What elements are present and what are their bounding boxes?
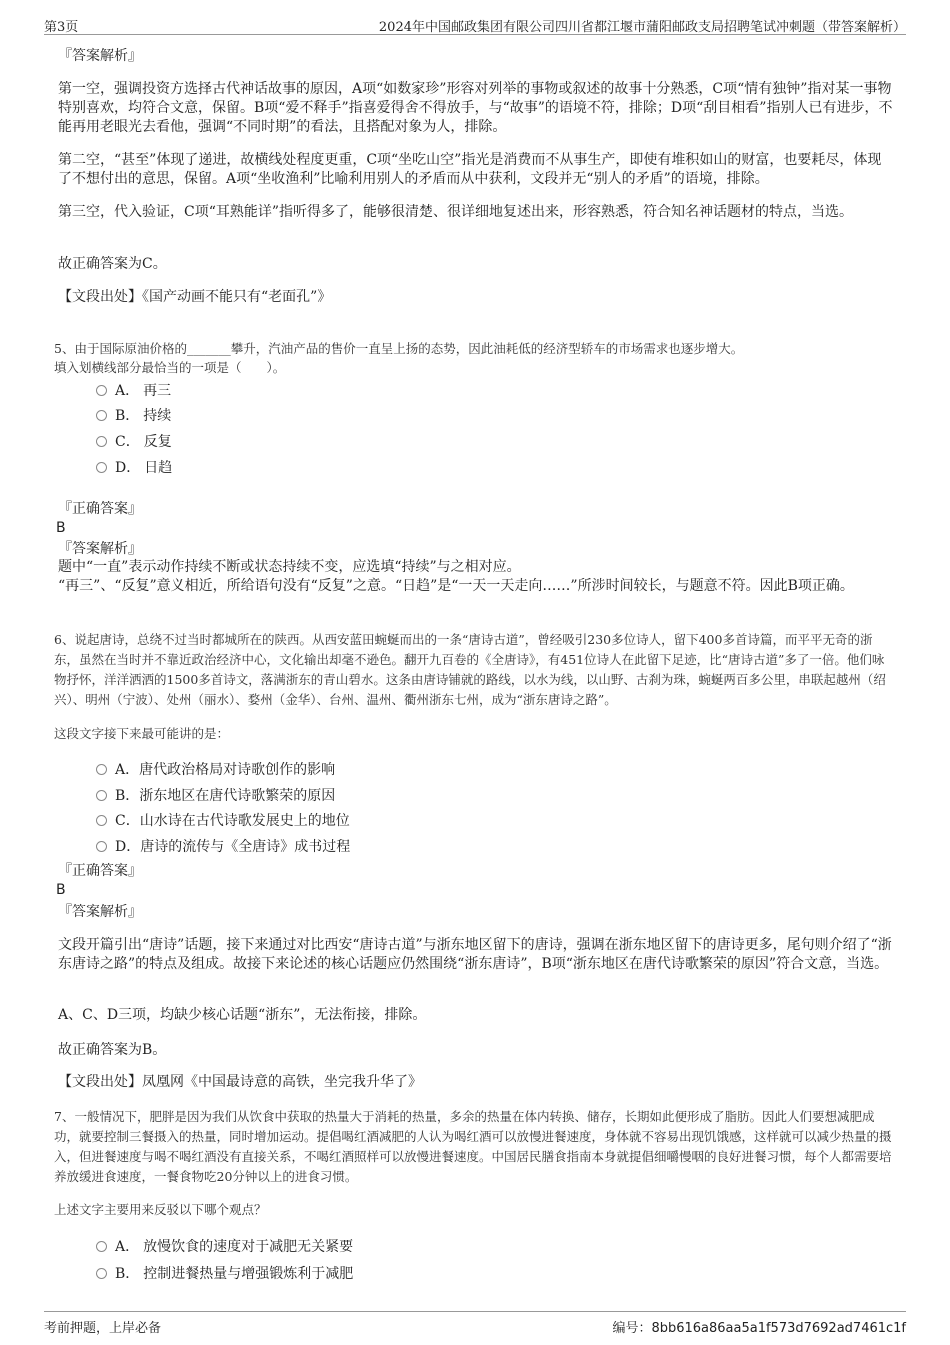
option-letter: D． [115, 839, 141, 855]
option-text: 日趋 [144, 460, 173, 476]
page-header [44, 14, 906, 35]
q6-option-a[interactable] [96, 760, 335, 780]
q4-analysis-p1: 第一空，强调投资方选择古代神话故事的原因，A项“如数家珍”形容对列举的事物或叙述的故事十分熟悉，C项“情有独钟”指对某一事物特别喜欢，均符合文意，保留。B项“爱不释手”指喜爱得舍不得放手，与“故事”的语境不符，排除；D项“刮目相看”指别人已有进步，不能再用老眼光去看他，强调“不同时期”的看法，且搭配对象为人，排除。 [58, 81, 893, 135]
q4-analysis-label: 『答案解析』 [58, 48, 142, 64]
q6-option-c[interactable] [96, 811, 350, 831]
q4-conclusion: 故正确答案为C。 [58, 256, 167, 272]
q6-analysis-p1: 文段开篇引出“唐诗”话题，接下来通过对比西安“唐诗古道”与浙东地区留下的唐诗，强调在浙东地区留下的唐诗更多，尾句则介绍了“浙东唐诗之路”的特点及组成。故接下来论述的核心话题应仍然围绕“浙东唐诗”，B项“浙东地区在唐代诗歌繁荣的原因”符合文意，当选。 [58, 937, 892, 972]
q7-stem: 7、一般情况下，肥胖是因为我们从饮食中获取的热量大于消耗的热量，多余的热量在体内转换、储存，长期如此便形成了脂肪。因此人们要想减肥成功，就要控制三餐摄入的热量，同时增加运动。提倡喝红酒减肥的人认为喝红酒可以放慢进餐速度，身体就不容易出现饥饿感，这样就可以减少热量的摄入，但进餐速度与喝不喝红酒没有直接关系，不喝红酒照样可以放慢进餐速度。中国居民膳食指南本身就提倡细嚼慢咽的良好进餐习惯，每个人都需要培养放缓进食速度，一餐食物吃20分钟以上的进食习惯。 [54, 1109, 892, 1184]
q5-option-d[interactable] [96, 458, 172, 478]
q5-stem: 5、由于国际原油价格的_______攀升，汽油产品的售价一直呈上扬的态势，因此油耗低的经济型轿车的市场需求也逐步增大。 [54, 341, 744, 356]
q5-option-b[interactable] [96, 406, 171, 426]
radio-icon[interactable] [96, 764, 107, 775]
option-letter: C． [115, 813, 140, 829]
option-letter: C． [115, 434, 140, 450]
q6-answer: B [56, 882, 66, 898]
radio-icon[interactable] [96, 790, 107, 801]
q5-prompt: 填入划横线部分最恰当的一项是（ ）。 [54, 360, 286, 375]
option-text: 唐代政治格局对诗歌创作的影响 [139, 762, 336, 778]
radio-icon[interactable] [96, 1268, 107, 1279]
option-text: 放慢饮食的速度对于减肥无关紧要 [143, 1239, 354, 1255]
option-letter: D． [115, 460, 141, 476]
page-footer [44, 1311, 906, 1336]
footer-slogan: 考前押题，上岸必备 [44, 1321, 162, 1336]
option-text: 再三 [143, 383, 172, 399]
option-letter: B． [115, 1266, 140, 1282]
q6-stem: 6、说起唐诗，总绕不过当时都城所在的陕西。从西安蓝田蜿蜒而出的一条“唐诗古道”，曾经吸引230多位诗人，留下400多首诗篇，而平平无奇的浙东，虽然在当时并不靠近政治经济中心，文化输出却毫不逊色。翻开九百卷的《全唐诗》，有451位诗人在此留下足迹，比“唐诗古道”多了一倍。他们咏物抒怀，洋洋洒洒的1500多首诗文，落满浙东的青山碧水。这条由唐诗铺就的路线，以水为线，以山野、古刹为珠，蜿蜒两百多公里，串联起越州（绍兴）、明州（宁波）、处州（丽水）、婺州（金华）、台州、温州、衢州浙东七州，成为“浙东唐诗之路”。 [54, 632, 886, 707]
radio-icon[interactable] [96, 385, 107, 396]
option-letter: A． [115, 762, 140, 778]
q6-answer-label: 『正确答案』 [58, 863, 142, 879]
page-number: 第3页 [44, 20, 79, 35]
q6-option-d[interactable] [96, 837, 350, 857]
q4-analysis-p2: 第二空，“甚至”体现了递进，故横线处程度更重，C项“坐吃山空”指光是消费而不从事生产，即使有堆积如山的财富，也要耗尽，体现了不想付出的意思，保留。A项“坐收渔利”比喻利用别人的矛盾而从中获利，文段并无“别人的矛盾”的语境，排除。 [58, 152, 882, 187]
q4-analysis-p3: 第三空，代入验证，C项“耳熟能详”指听得多了，能够很清楚、很详细地复述出来，形容熟悉，符合知名神话题材的特点，当选。 [58, 204, 854, 220]
option-text: 控制进餐热量与增强锻炼利于减肥 [143, 1266, 354, 1282]
q6-prompt: 这段文字接下来最可能讲的是： [54, 726, 230, 741]
q6-conclusion: 故正确答案为B。 [58, 1042, 167, 1058]
q7-prompt: 上述文字主要用来反驳以下哪个观点？ [54, 1202, 267, 1217]
radio-icon[interactable] [96, 815, 107, 826]
q4-source: 【文段出处】《国产动画不能只有“老面孔”》 [58, 289, 332, 305]
option-letter: B． [115, 408, 140, 424]
q5-answer: B [56, 520, 66, 536]
radio-icon[interactable] [96, 1241, 107, 1252]
q6-analysis-p2: A、C、D三项，均缺少核心话题“浙东”，无法衔接，排除。 [58, 1007, 427, 1023]
q6-source: 【文段出处】凤凰网《中国最诗意的高铁，坐完我升华了》 [58, 1074, 422, 1090]
document-title: 2024年中国邮政集团有限公司四川省都江堰市蒲阳邮政支局招聘笔试冲刺题（带答案解析） [378, 20, 906, 35]
radio-icon[interactable] [96, 436, 107, 447]
option-text: 山水诗在古代诗歌发展史上的地位 [139, 813, 350, 829]
q7-option-a[interactable] [96, 1237, 353, 1257]
option-text: 反复 [143, 434, 172, 450]
option-text: 持续 [143, 408, 172, 424]
option-text: 唐诗的流传与《全唐诗》成书过程 [140, 839, 351, 855]
radio-icon[interactable] [96, 462, 107, 473]
q5-option-c[interactable] [96, 432, 172, 452]
q6-option-b[interactable] [96, 786, 335, 806]
q5-option-a[interactable] [96, 381, 171, 401]
option-letter: A． [115, 383, 140, 399]
q6-analysis-label: 『答案解析』 [58, 904, 142, 920]
radio-icon[interactable] [96, 410, 107, 421]
option-text: 浙东地区在唐代诗歌繁荣的原因 [139, 788, 336, 804]
footer-serial: 编号：8bb616a86aa5a1f573d7692ad7461c1f [612, 1321, 906, 1336]
option-letter: B． [115, 788, 140, 804]
q5-analysis-p1: 题中“一直”表示动作持续不断或状态持续不变，应选填“持续”与之相对应。 [58, 559, 521, 575]
q5-analysis-p2: “再三”、“反复”意义相近，所给语句没有“反复”之意。“日趋”是“一天一天走向……”所涉时间较长，与题意不符。因此B项正确。 [58, 578, 854, 594]
q7-option-b[interactable] [96, 1264, 353, 1284]
q5-answer-label: 『正确答案』 [58, 501, 142, 517]
option-letter: A． [115, 1239, 140, 1255]
q5-analysis-label: 『答案解析』 [58, 541, 142, 557]
radio-icon[interactable] [96, 841, 107, 852]
